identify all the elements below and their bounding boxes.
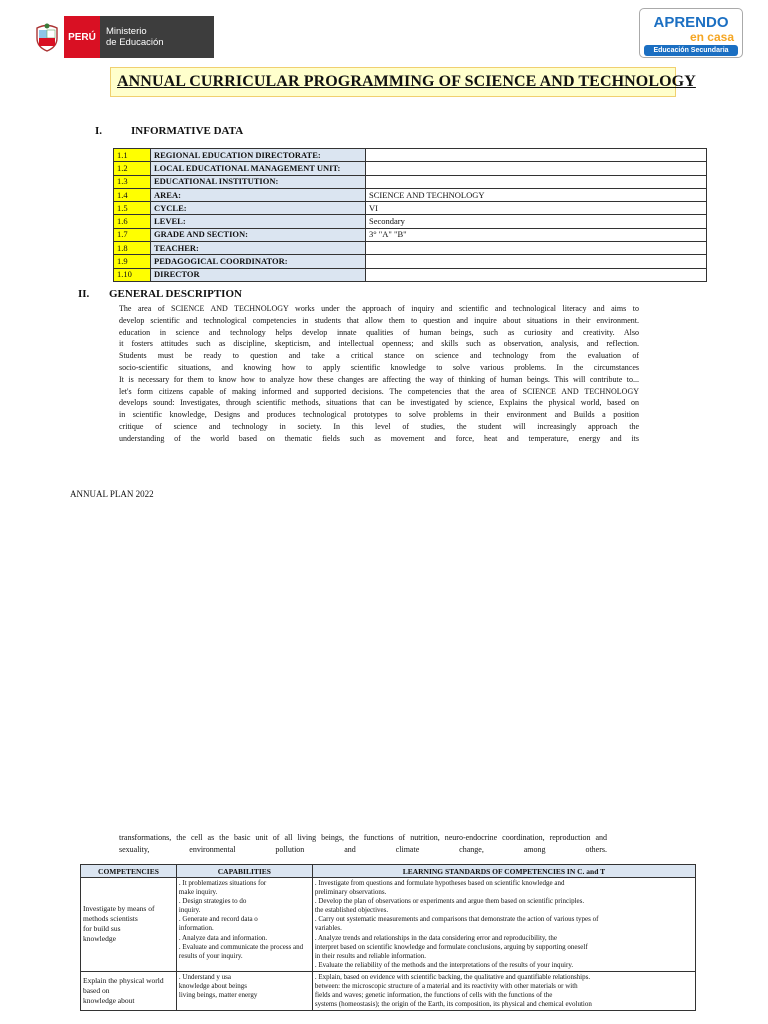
row-number: 1.5 (114, 202, 151, 215)
cell-line: Explain the physical world (83, 976, 164, 986)
table-row (114, 162, 707, 175)
cell-line: between: the microscopic structure of a material and its reactivity with other materials or with (314, 982, 578, 991)
cell-line: . Generate and record data o (178, 915, 258, 924)
cell-line: variables. (314, 924, 342, 933)
table-row (81, 971, 696, 1010)
field-value: VI (366, 202, 707, 215)
table-row (114, 202, 707, 215)
cell-line: living beings, matter energy (178, 991, 258, 1000)
table-row (114, 268, 707, 281)
row-number: 1.10 (114, 268, 151, 281)
field-value (366, 162, 707, 175)
field-label: TEACHER: (151, 242, 366, 255)
text-line: socio-scientific situations, and knowing how to apply scientific knowledge to solve various problems. In the circumstances (119, 362, 639, 372)
field-label: GRADE AND SECTION: (151, 228, 366, 241)
text-line: The area of SCIENCE AND TECHNOLOGY works under the approach of inquiry and scientific and technological literacy and aims to (119, 304, 639, 313)
table-row (114, 228, 707, 241)
peru-label: PERÚ (64, 16, 100, 58)
table-row (81, 878, 696, 972)
field-label: EDUCATIONAL INSTITUTION: (151, 175, 366, 188)
field-value: 3° "A" "B" (366, 228, 707, 241)
cell-line: make inquiry. (178, 888, 218, 897)
field-label: REGIONAL EDUCATION DIRECTORATE: (151, 149, 366, 162)
cell-line: fields and waves; genetic information, the functions of cells with the functions of the (314, 991, 553, 1000)
cell-line: . Analyze data and information. (178, 933, 268, 942)
annual-plan-label: ANNUAL PLAN 2022 (70, 489, 154, 499)
text-line: develops sound: Investigates, through scientific methods, situations that can be investigated by science, Explains the physical world, based on (119, 398, 639, 408)
ministry-name: Ministerio de Educación (106, 26, 164, 48)
cell-line: . It problematizes situations for (178, 879, 267, 887)
aprendo-en-casa-logo: APRENDO en casa Educación Secundaria (639, 8, 743, 58)
general-description-continuation (119, 832, 607, 856)
competencies-table (80, 864, 696, 1011)
table-row (114, 149, 707, 162)
cell-line: . Investigate from questions and formulate hypotheses based on scientific knowledge and (314, 879, 565, 887)
text-line: education in science and technology helps develop innate qualities of human beings, such as curiosity and creativity. Also (119, 327, 639, 337)
cell-line: for build sus (83, 924, 121, 934)
field-label: LOCAL EDUCATIONAL MANAGEMENT UNIT: (151, 162, 366, 175)
text-line: It is necessary for them to know how to analyze how these changes are affecting the way of thinking of human beings. This will contribute to... (119, 374, 639, 384)
competency-cell (81, 971, 177, 1010)
ministry-logo (30, 16, 214, 58)
row-number: 1.3 (114, 175, 151, 188)
cell-line: based on (83, 986, 110, 996)
cell-line: the established objectives. (314, 906, 389, 915)
table-row (114, 242, 707, 255)
coat-of-arms-icon (30, 16, 64, 58)
table-header-row (81, 865, 696, 878)
cell-line: knowledge about (83, 996, 135, 1006)
field-label: PEDAGOGICAL COORDINATOR: (151, 255, 366, 268)
cell-line: results of your inquiry. (178, 951, 243, 960)
column-header: LEARNING STANDARDS OF COMPETENCIES IN C. and T (312, 865, 695, 878)
cell-line: knowledge about beings (178, 982, 247, 991)
column-header: CAPABILITIES (176, 865, 312, 878)
general-description-text (119, 303, 639, 445)
cell-line: . Explain, based on evidence with scientific backing, the qualitative and quantifiable relationships. (314, 972, 591, 981)
cell-line: . Evaluate and communicate the process and (178, 942, 304, 951)
cell-line: interpret based on scientific knowledge and formulate conclusions, arguing by supporting oneself (314, 942, 588, 951)
cell-line: knowledge (83, 934, 116, 944)
field-value: Secondary (366, 215, 707, 228)
cell-line: methods scientists (83, 914, 138, 924)
row-number: 1.1 (114, 149, 151, 162)
capabilities-cell (176, 878, 312, 972)
row-number: 1.9 (114, 255, 151, 268)
row-number: 1.4 (114, 188, 151, 201)
text-line: transformations, the cell as the basic unit of all living beings, the functions of nutrition, neuro-endocrine coordination, reproduction and (119, 833, 607, 842)
capabilities-cell (176, 971, 312, 1010)
cell-line: Investigate by means of (83, 904, 155, 914)
text-line: critique of science and technology in society. In this level of studies, the student will increasingly approach the (119, 421, 639, 431)
cell-line: . Design strategies to do (178, 897, 247, 906)
text-line: it fosters attitudes such as discipline, skepticism, and intellectual openness; and skills such as observation, analysis, and reflection. (119, 339, 639, 349)
table-row (114, 255, 707, 268)
cell-line: preliminary observations. (314, 888, 387, 897)
row-number: 1.7 (114, 228, 151, 241)
field-value (366, 175, 707, 188)
field-value (366, 255, 707, 268)
document-title: ANNUAL CURRICULAR PROGRAMMING OF SCIENCE AND TECHNOLOGY (110, 67, 676, 97)
cell-line: information. (178, 924, 214, 933)
cell-line: inquiry. (178, 906, 201, 915)
competency-cell (81, 878, 177, 972)
informative-data-table (113, 148, 707, 282)
text-line: understanding of the world based on thematic fields such as movement and force, heat and temperature, energy and its (119, 433, 639, 443)
field-value (366, 268, 707, 281)
section-1-heading: I. INFORMATIVE DATA (95, 125, 244, 137)
cell-line: . Develop the plan of observations or experiments and argue them based on scientific principles. (314, 897, 585, 906)
cell-line: . Understand y usa (178, 972, 232, 981)
section-2-heading: II. GENERAL DESCRIPTION (78, 288, 242, 300)
text-line: in scientific knowledge, Designs and produces technological prototypes to solve problems in their environment and Builds a position (119, 410, 639, 420)
field-value (366, 149, 707, 162)
text-line: Students must be ready to question and take a critical stance on science and technology from the evaluation of (119, 351, 639, 361)
cell-line: . Carry out systematic measurements and comparisons that demonstrate the action of various types of (314, 915, 599, 924)
field-label: AREA: (151, 188, 366, 201)
cell-line: systems (homeostasis); the origin of the Earth, its composition, its physical and chemical evolution (314, 1000, 592, 1009)
field-label: CYCLE: (151, 202, 366, 215)
text-line: let's form citizens capable of making informed and supported decisions. The competencies that the area of SCIENCE AND TECHNOLOGY (119, 386, 639, 396)
field-label: DIRECTOR (151, 268, 366, 281)
table-row (114, 215, 707, 228)
text-line: sexuality, environmental pollution and climate change, among others. (119, 844, 607, 854)
cell-line: . Analyze trends and relationships in the data considering error and reproducibility, the (314, 933, 557, 942)
cell-line: in their results and reliable information. (314, 951, 427, 960)
table-row (114, 175, 707, 188)
field-label: LEVEL: (151, 215, 366, 228)
row-number: 1.6 (114, 215, 151, 228)
standards-cell (312, 878, 695, 972)
field-value (366, 242, 707, 255)
row-number: 1.2 (114, 162, 151, 175)
row-number: 1.8 (114, 242, 151, 255)
standards-cell (312, 971, 695, 1010)
field-value: SCIENCE AND TECHNOLOGY (366, 188, 707, 201)
text-line: develop scientific and technological competencies in students that allow them to question and inquire about situations in their environment. (119, 315, 639, 325)
column-header: COMPETENCIES (81, 865, 177, 878)
table-row (114, 188, 707, 201)
cell-line: . Evaluate the reliability of the methods and the interpretations of the results of your inquiry. (314, 960, 574, 969)
